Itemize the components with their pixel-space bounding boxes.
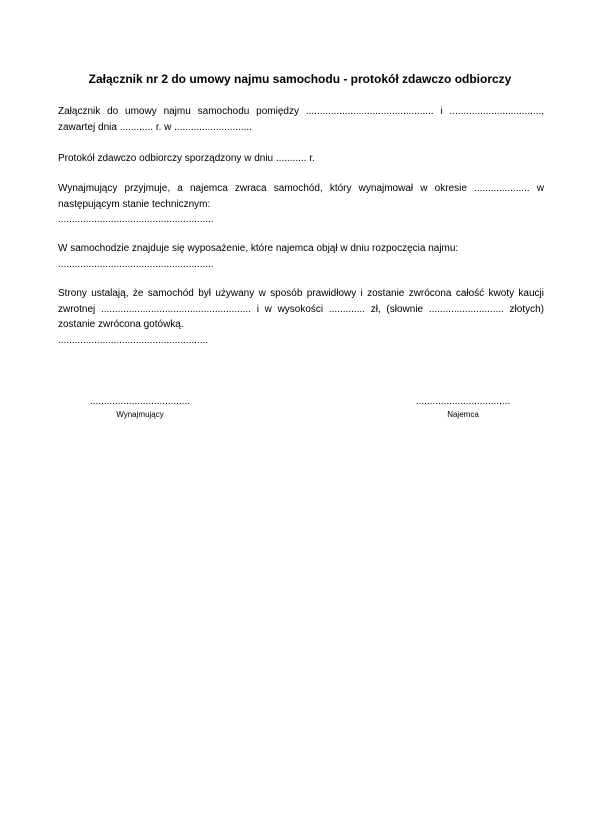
signature-lessee [393,396,533,420]
paragraph-technical-condition [58,181,544,228]
equipment-blank: ........................................................ [58,258,214,270]
rental-period-line: Wynajmujący przyjmuje, a najemca zwraca samochód, który wynajmował w okresie .................... w [58,183,544,194]
technical-condition-line: następującym stanie technicznym: [58,198,211,210]
protocol-date-line: Protokół zdawczo odbiorczy sporządzony w dniu ........... r. [58,153,315,164]
paragraph-protocol-date [58,151,544,167]
signature-lessor-label: Wynajmujący [116,410,164,419]
signature-lessee-line: .................................. [415,396,511,407]
deposit-blank: ...................................................... [58,334,209,346]
paragraph-equipment [58,241,544,272]
paragraph-deposit [58,286,544,348]
deposit-line-3: zostanie zwrócona gotówką. [58,319,184,330]
technical-condition-blank: ........................................................ [58,214,214,225]
equipment-line: W samochodzie znajduje się wyposażenie, które najemca objął w dniu rozpoczęcia najmu: [58,243,459,254]
deposit-line-1: Strony ustalają, że samochód był używany w sposób prawidłowy i zostanie zwrócona całość kwoty kaucji [58,288,544,299]
deposit-line-2: zwrotnej ...................................................... i w wysokości ............. zł, (słownie ........................... złotych) [58,303,544,315]
parties-line: Załącznik do umowy najmu samochodu pomiędzy .............................................. i ................................., [58,106,544,117]
document-title: Załącznik nr 2 do umowy najmu samochodu - protokół zdawczo odbiorczy [88,72,512,86]
signature-lessor-line: .................................... [89,396,191,407]
contract-date-line: zawartej dnia ............ r. w ............................ [58,121,252,133]
signature-lessee-label: Najemca [447,410,479,419]
paragraph-parties [58,104,544,135]
signature-lessor [70,396,210,420]
